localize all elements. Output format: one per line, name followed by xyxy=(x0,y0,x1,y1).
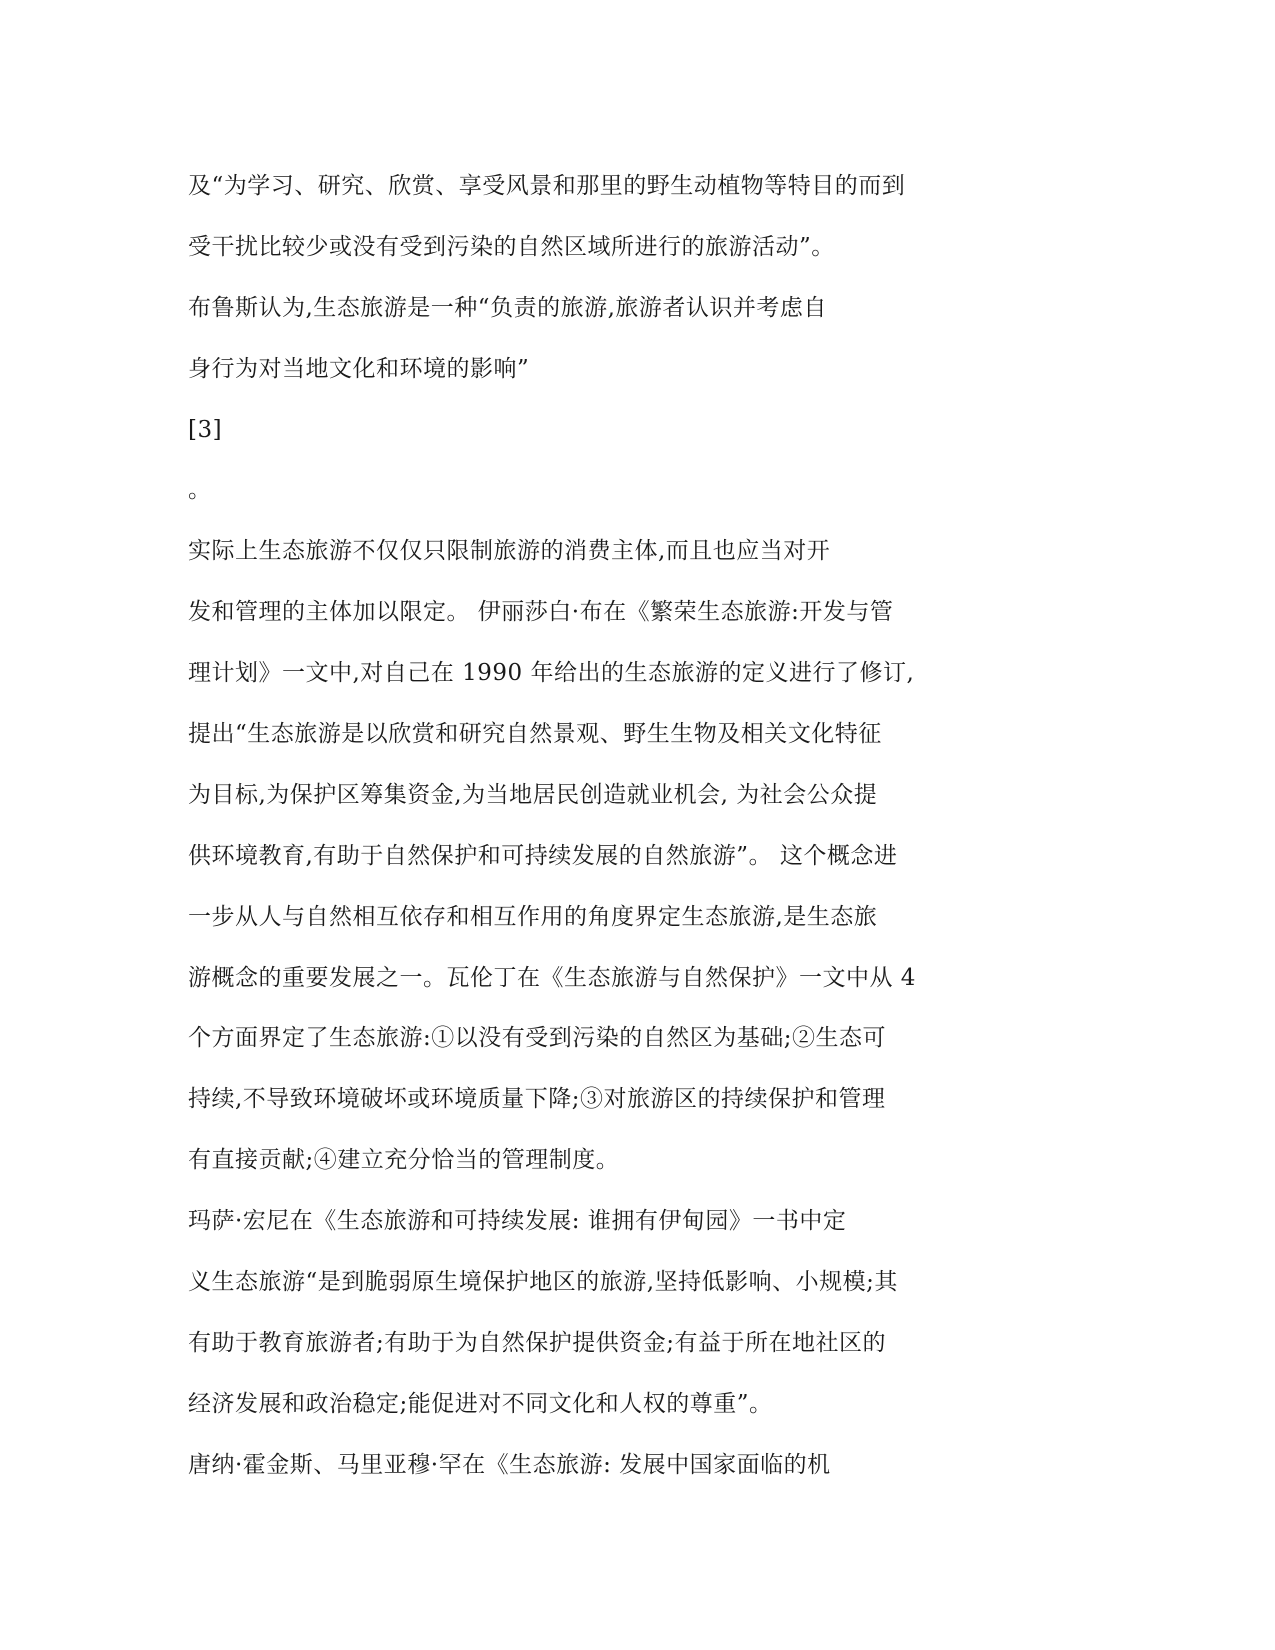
text-line: 。 xyxy=(188,477,212,504)
text-line: 理计划》一文中,对自己在 1990 年给出的生态旅游的定义进行了修订, xyxy=(188,660,915,687)
text-line: 及“为学习、研究、欣赏、享受风景和那里的野生动植物等特目的而到 xyxy=(188,173,906,199)
text-line: 身行为对当地文化和环境的影响” xyxy=(188,355,530,382)
text-line: 为目标,为保护区筹集资金,为当地居民创造就业机会, 为社会公众提 xyxy=(188,781,878,808)
text-line: 一步从人与自然相互依存和相互作用的角度界定生态旅游,是生态旅 xyxy=(188,903,878,930)
text-line: 游概念的重要发展之一。瓦伦丁在《生态旅游与自然保护》一文中从 4 xyxy=(188,964,916,991)
text-line: 有直接贡献;④建立充分恰当的管理制度。 xyxy=(188,1147,620,1174)
text-line: 提出“生态旅游是以欣赏和研究自然景观、野生生物及相关文化特征 xyxy=(188,721,882,748)
text-line: 实际上生态旅游不仅仅只限制旅游的消费主体,而且也应当对开 xyxy=(188,538,831,565)
citation-marker: [3] xyxy=(188,416,223,443)
document-body xyxy=(188,170,1088,1510)
text-line: 有助于教育旅游者;有助于为自然保护提供资金;有益于所在地社区的 xyxy=(188,1329,886,1356)
text-line: 持续,不导致环境破坏或环境质量下降;③对旅游区的持续保护和管理 xyxy=(188,1086,886,1113)
text-line: 个方面界定了生态旅游:①以没有受到污染的自然区为基础;②生态可 xyxy=(188,1025,886,1052)
text-line: 唐纳·霍金斯、马里亚穆·罕在《生态旅游: 发展中国家面临的机 xyxy=(188,1451,831,1478)
text-line: 布鲁斯认为,生态旅游是一种“负责的旅游,旅游者认识并考虑自 xyxy=(188,294,827,321)
text-line: 供环境教育,有助于自然保护和可持续发展的自然旅游”。 这个概念进 xyxy=(188,842,898,869)
text-line: 义生态旅游“是到脆弱原生境保护地区的旅游,坚持低影响、小规模;其 xyxy=(188,1269,898,1296)
text-line: 玛萨·宏尼在《生态旅游和可持续发展: 谁拥有伊甸园》一书中定 xyxy=(188,1208,847,1235)
text-line: 受干扰比较少或没有受到污染的自然区域所进行的旅游活动”。 xyxy=(188,233,835,260)
text-line: 发和管理的主体加以限定。 伊丽莎白·布在《繁荣生态旅游:开发与管 xyxy=(188,599,894,626)
text-line: 经济发展和政治稳定;能促进对不同文化和人权的尊重”。 xyxy=(188,1390,773,1417)
